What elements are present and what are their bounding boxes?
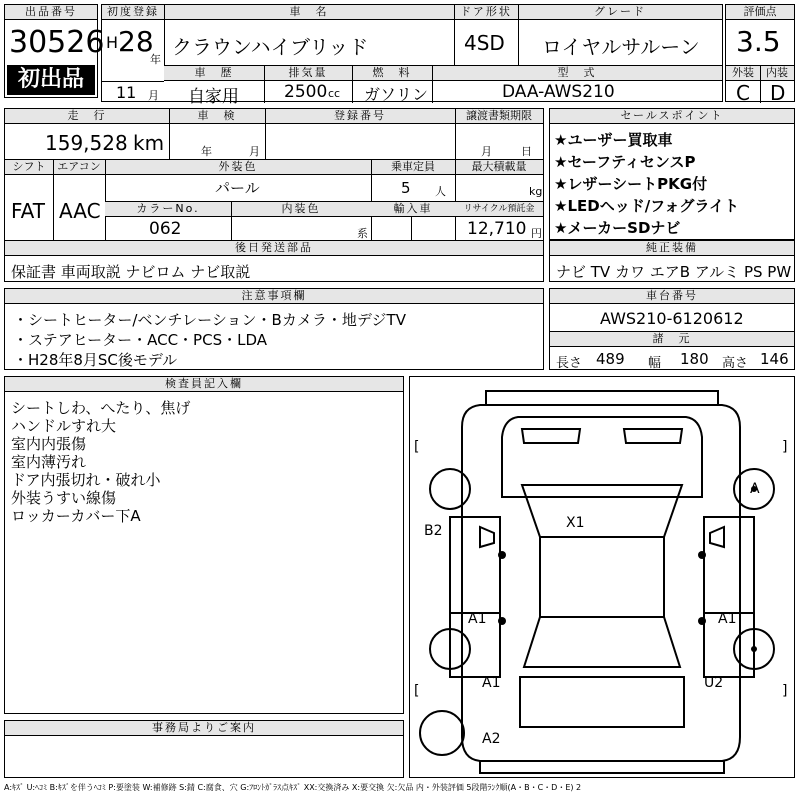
fuel-label: 燃 料 (352, 66, 432, 81)
reg-label: 初度登録 (102, 5, 164, 20)
seats-label: 乗車定員 (371, 160, 455, 175)
reg-era: H (106, 33, 119, 52)
mileage-label: 走 行 (5, 109, 169, 124)
year-unit: 年 (150, 53, 161, 66)
length-label: 長さ (556, 356, 583, 371)
kg-unit: kg (529, 185, 543, 198)
office-notice (4, 720, 404, 778)
body-color: パール (215, 179, 260, 197)
inspector-notes (4, 376, 404, 714)
score-value: 3.5 (736, 25, 781, 58)
transfer-label: 譲渡書類期限 (455, 109, 543, 124)
ext-label: 外装 (726, 66, 760, 81)
cc-unit: cc (328, 87, 341, 100)
displacement: 2500 (284, 82, 328, 102)
inspector-item: ロッカーカバー下A (11, 507, 141, 525)
lot-label: 出品番号 (5, 5, 97, 20)
reg-month: 11 (116, 83, 137, 102)
note-item: ・ステアヒーター・ACC・PCS・LDA (13, 331, 267, 349)
inspection-year-unit: 年 (201, 145, 212, 158)
person-unit: 人 (435, 185, 446, 198)
reg-year: 28 (118, 25, 154, 58)
office-label: 事務局よりご案内 (5, 721, 403, 736)
sales-points (549, 108, 795, 240)
grade: ロイヤルサルーン (542, 35, 700, 59)
spec-label: 諸 元 (550, 332, 794, 347)
notes-label: 注意事項欄 (5, 289, 543, 304)
damage-a1-left-door: A1 (468, 611, 487, 627)
door-type: 4SD (464, 31, 505, 55)
model-code: DAA-AWS210 (502, 82, 615, 102)
colorno-label: カラーNo. (105, 202, 231, 217)
transfer-month-unit: 月 (481, 145, 492, 158)
sales-item: ★LEDヘッド/フォグライト (554, 197, 739, 215)
recycle-label: リサイクル預託金 (455, 202, 543, 217)
kei-unit: 系 (357, 227, 368, 240)
sales-label: セールスポイント (550, 109, 794, 124)
equipment-text: ナビ TV カワ エアB アルミ PS PW (556, 263, 792, 281)
inspector-item: ドア内張切れ・破れ小 (11, 471, 161, 489)
equipment-label: 純正装備 (550, 241, 794, 256)
bracket-right-bottom: ] (782, 683, 788, 699)
header-table (101, 4, 723, 107)
km-unit: km (133, 131, 165, 155)
note-item: ・H28年8月SC後モデル (13, 351, 178, 369)
notes (4, 288, 544, 370)
inspector-item: ハンドルすれ大 (11, 417, 117, 435)
import-label: 輸入車 (371, 202, 455, 217)
first-listing-badge: 初出品 (7, 65, 95, 95)
model-label: 型 式 (432, 66, 722, 81)
ac-label: エアコン (53, 160, 105, 175)
load-label: 最大積載量 (455, 160, 543, 175)
bracket-left-bottom: [ (414, 683, 420, 699)
later-parts-text: 保証書 車両取説 ナビロム ナビ取説 (11, 263, 251, 281)
chassis-label: 車台番号 (550, 289, 794, 304)
damage-a2: A2 (482, 731, 501, 747)
damage-x1-roof: X1 (566, 515, 585, 531)
standard-equipment (549, 240, 795, 282)
score-box (725, 4, 795, 105)
lot-box (4, 4, 105, 98)
later-parts-label: 後日発送部品 (5, 241, 543, 256)
later-parts (4, 240, 544, 282)
recycle-fee: 12,710 (467, 219, 527, 239)
ext-grade: C (736, 81, 750, 105)
inspection-label: 車 検 (169, 109, 265, 124)
width-value: 180 (680, 350, 709, 368)
shift-label: シフト (5, 160, 53, 175)
inspector-item: 外装うすい線傷 (11, 489, 117, 507)
color-label: 外装色 (105, 160, 371, 175)
air-conditioner: AAC (59, 199, 101, 223)
seats: 5 (401, 179, 411, 197)
plate-label: 登録番号 (265, 109, 455, 124)
bracket-left-top: [ (414, 439, 420, 455)
shift: FAT (11, 199, 46, 223)
damage-diagram (409, 376, 795, 778)
bracket-right-top: ] (782, 439, 788, 455)
length-value: 489 (596, 350, 625, 368)
legend: A:ｷｽﾞ U:ﾍｺﾐ B:ｷｽﾞを伴うﾍｺﾐ P:要塗装 W:補修跡 S:錆 C:腐食、穴 G:ﾌﾛﾝﾄｶﾞﾗｽ点ｷｽﾞ XX:交換済み X:要交換 欠:欠品 内・外装評価 5段階ﾗﾝｸ順(A・B・C・D・E) 2 (4, 783, 582, 792)
sales-item: ★レザーシートPKG付 (554, 175, 708, 193)
chassis-number: AWS210-6120612 (600, 309, 744, 328)
inspector-item: 室内薄汚れ (11, 453, 87, 471)
detail-table (4, 108, 544, 256)
inspector-item: シートしわ、へたり、焦げ (11, 399, 191, 417)
grade-label: グレード (518, 5, 722, 20)
displacement-label: 排気量 (264, 66, 352, 81)
note-item: ・シートヒーター/ベンチレーション・Bカメラ・地デジTV (13, 311, 406, 329)
damage-a-wheel: A (750, 481, 760, 497)
height-label: 高さ (722, 356, 749, 371)
car-outline (410, 377, 794, 777)
inspector-label: 検査員記入欄 (5, 377, 403, 392)
chassis (549, 288, 795, 370)
int-label: 内装 (760, 66, 794, 81)
mileage: 159,528 (45, 131, 128, 155)
month-unit: 月 (148, 89, 159, 102)
intcolor-label: 内装色 (231, 202, 371, 217)
inspector-item: 室内内張傷 (11, 435, 87, 453)
height-value: 146 (760, 350, 789, 368)
width-label: 幅 (648, 356, 662, 371)
history: 自家用 (188, 87, 239, 107)
fuel: ガソリン (364, 85, 429, 104)
score-label: 評価点 (726, 5, 794, 20)
sales-item: ★メーカーSDナビ (554, 219, 681, 237)
lot-number: 30526 (9, 25, 105, 60)
damage-a1-right-door: A1 (718, 611, 737, 627)
damage-b2-left: B2 (424, 523, 443, 539)
damage-a1-bottom: A1 (482, 675, 501, 691)
transfer-day-unit: 日 (521, 145, 532, 158)
history-label: 車 歴 (164, 66, 264, 81)
yen-unit: 円 (531, 227, 542, 240)
inspection-month-unit: 月 (249, 145, 260, 158)
int-grade: D (770, 81, 786, 105)
sales-item: ★セーフティセンスP (554, 153, 696, 171)
door-label: ドア形状 (454, 5, 518, 20)
sales-item: ★ユーザー買取車 (554, 131, 673, 149)
color-number: 062 (149, 219, 182, 239)
name-label: 車 名 (164, 5, 454, 20)
car-name: クラウンハイブリッド (172, 35, 369, 59)
damage-u2: U2 (704, 675, 724, 691)
